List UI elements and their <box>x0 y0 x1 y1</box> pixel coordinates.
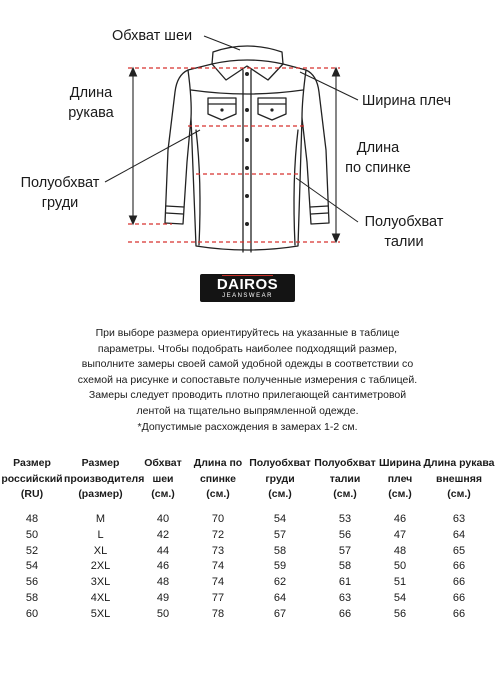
cell-sleeve-length: 66 <box>452 591 466 604</box>
label-back-length <box>337 138 419 178</box>
label-neck-girth: Обхват шеи <box>112 28 193 44</box>
header-line: (см.) <box>333 488 357 500</box>
cell-waist-half-girth: 53 <box>338 513 352 525</box>
instruction-line: выполните замеры своей самой удобной одежды в соответствии со <box>81 358 414 371</box>
cell-manufacturer-size: XL <box>93 544 108 557</box>
cell-neck-girth: 44 <box>156 544 170 557</box>
label-waist-half-girth <box>354 212 454 252</box>
cell-chest-half-girth: 62 <box>273 576 287 589</box>
cell-back-length: 74 <box>211 560 225 573</box>
cell-back-length: 73 <box>211 544 225 557</box>
header-line: талии <box>329 472 361 485</box>
yoke-seam <box>191 90 303 94</box>
size-table-header <box>0 456 495 512</box>
cell-neck-girth: 40 <box>156 513 170 525</box>
header-line: (см.) <box>151 488 175 500</box>
cell-back-length: 78 <box>211 607 225 620</box>
right-side-seam <box>294 130 298 245</box>
header-line: груди <box>265 472 295 485</box>
right-cuff <box>310 206 328 214</box>
instruction-line: схемой на рисунке и сопоставьте полученные измерения с таблицей. <box>77 373 418 386</box>
cell-chest-half-girth: 58 <box>273 544 287 557</box>
tolerance-note: *Допустимые расхождения в замерах 1-2 см. <box>137 420 358 433</box>
header-line: Полуобхват <box>314 457 376 469</box>
cell-waist-half-girth: 66 <box>338 607 352 620</box>
cell-sleeve-length: 66 <box>452 560 466 573</box>
header-line: Длина рукава <box>423 457 495 469</box>
table-row <box>0 591 495 607</box>
label-sleeve-length-line1: Длина <box>69 85 113 101</box>
shirt-buttons <box>220 72 273 226</box>
table-row <box>0 575 495 591</box>
cell-waist-half-girth: 61 <box>338 576 352 589</box>
header-line: (см.) <box>388 488 412 500</box>
cell-shoulder-width: 47 <box>393 528 407 541</box>
cell-neck-girth: 49 <box>156 591 170 604</box>
header-line: шеи <box>152 472 174 485</box>
header-line: Обхват <box>144 457 182 469</box>
cell-ru-size: 58 <box>25 591 39 604</box>
leader-lines <box>105 36 358 222</box>
size-table <box>0 456 495 623</box>
cell-shoulder-width: 54 <box>393 591 407 604</box>
cell-manufacturer-size: 3XL <box>90 576 111 589</box>
label-waist-half-girth-line2: талии <box>384 234 424 250</box>
cell-ru-size: 48 <box>25 513 39 525</box>
table-row <box>0 528 495 544</box>
table-row <box>0 544 495 560</box>
cell-waist-half-girth: 57 <box>338 544 352 557</box>
logo-brand: DAIROS <box>216 276 279 293</box>
cell-shoulder-width: 48 <box>393 544 407 557</box>
label-waist-half-girth-line1: Полуобхват <box>364 214 444 230</box>
cell-back-length: 74 <box>211 576 225 589</box>
header-line: Полуобхват <box>249 457 311 469</box>
cell-chest-half-girth: 54 <box>273 513 287 525</box>
cell-shoulder-width: 51 <box>393 576 407 589</box>
cell-sleeve-length: 64 <box>452 528 466 541</box>
header-chest-half-girth <box>247 456 313 512</box>
cell-neck-girth: 46 <box>156 560 170 573</box>
header-row <box>0 456 495 512</box>
label-sleeve-length-line2: рукава <box>68 105 114 121</box>
cell-neck-girth: 42 <box>156 528 170 541</box>
cell-chest-half-girth: 64 <box>273 591 287 604</box>
cell-shoulder-width: 56 <box>393 607 407 620</box>
left-sleeve-seam <box>188 70 191 118</box>
cell-manufacturer-size: L <box>97 528 104 541</box>
label-chest-half-girth <box>10 173 110 213</box>
label-chest-half-girth-line1: Полуобхват <box>20 175 100 191</box>
cell-chest-half-girth: 57 <box>273 528 287 541</box>
size-table-body <box>0 512 495 623</box>
table-row <box>0 559 495 575</box>
cell-neck-girth: 48 <box>156 576 170 589</box>
header-line: российский <box>1 472 63 485</box>
cell-back-length: 77 <box>211 591 225 604</box>
cell-manufacturer-size: 4XL <box>90 591 111 604</box>
cell-neck-girth: 50 <box>156 607 170 620</box>
header-sleeve-length <box>423 456 495 512</box>
neck-leader <box>204 36 240 50</box>
logo-tagline: JEANSWEAR <box>222 293 273 299</box>
dairos-logo <box>200 274 295 302</box>
cell-waist-half-girth: 63 <box>338 591 352 604</box>
header-line: Длина по <box>193 457 243 469</box>
header-manufacturer-size <box>64 456 145 512</box>
collar-points <box>212 64 283 80</box>
header-waist-half-girth <box>313 456 377 512</box>
cell-ru-size: 60 <box>25 607 39 620</box>
instruction-line: При выборе размера ориентируйтесь на указанные в таблице <box>95 327 400 339</box>
right-sleeve-seam <box>302 70 306 118</box>
label-back-length-line2: по спинке <box>345 160 411 176</box>
header-line: спинке <box>199 472 237 485</box>
cell-manufacturer-size: 5XL <box>90 607 111 620</box>
header-line: (RU) <box>20 488 44 500</box>
header-line: (размер) <box>78 488 123 500</box>
cell-sleeve-length: 66 <box>452 607 466 620</box>
header-line: (см.) <box>447 488 471 500</box>
instruction-line: параметры. Чтобы подобрать наиболее подходящий размер, <box>97 342 398 355</box>
table-row <box>0 512 495 528</box>
cell-sleeve-length: 65 <box>452 544 466 557</box>
cell-waist-half-girth: 58 <box>338 560 352 573</box>
table-row <box>0 607 495 623</box>
instruction-line: Замеры следует проводить плотно прилегающей сантиметровой <box>88 389 407 402</box>
cell-back-length: 70 <box>211 513 225 525</box>
cell-chest-half-girth: 59 <box>273 560 287 573</box>
cell-manufacturer-size: 2XL <box>90 560 111 573</box>
label-shoulder-width: Ширина плеч <box>362 93 452 109</box>
header-line: плеч <box>387 472 413 485</box>
left-cuff <box>166 206 184 214</box>
label-sleeve-length <box>56 83 126 123</box>
header-line: (см.) <box>268 488 292 500</box>
cell-shoulder-width: 50 <box>393 560 407 573</box>
header-line: Размер <box>13 457 51 469</box>
header-line: производителя <box>64 472 145 485</box>
cell-ru-size: 50 <box>25 528 39 541</box>
label-chest-half-girth-line2: груди <box>41 195 79 211</box>
header-line: Ширина <box>378 457 422 469</box>
header-line: внешняя <box>436 472 482 485</box>
header-line: (см.) <box>206 488 230 500</box>
cell-sleeve-length: 63 <box>452 513 466 525</box>
cell-back-length: 72 <box>211 528 225 541</box>
cell-manufacturer-size: M <box>95 513 106 525</box>
header-back-length <box>189 456 247 512</box>
header-shoulder-width <box>377 456 423 512</box>
cell-ru-size: 56 <box>25 576 39 589</box>
instruction-line: лентой на тщательно выпрямленной одежде. <box>136 404 359 417</box>
cell-ru-size: 52 <box>25 544 39 557</box>
collar <box>212 46 283 64</box>
left-side-seam <box>196 130 200 245</box>
header-ru-size <box>0 456 64 512</box>
cell-sleeve-length: 66 <box>452 576 466 589</box>
cell-shoulder-width: 46 <box>393 513 407 525</box>
header-line: Размер <box>81 457 120 469</box>
cell-waist-half-girth: 56 <box>338 528 352 541</box>
cell-ru-size: 54 <box>25 560 39 573</box>
shirt-illustration <box>165 46 329 252</box>
header-neck-girth <box>137 456 189 512</box>
label-back-length-line1: Длина <box>356 140 400 156</box>
sizing-instructions <box>50 326 445 435</box>
cell-chest-half-girth: 67 <box>273 607 287 620</box>
shoulder-leader <box>300 72 358 100</box>
